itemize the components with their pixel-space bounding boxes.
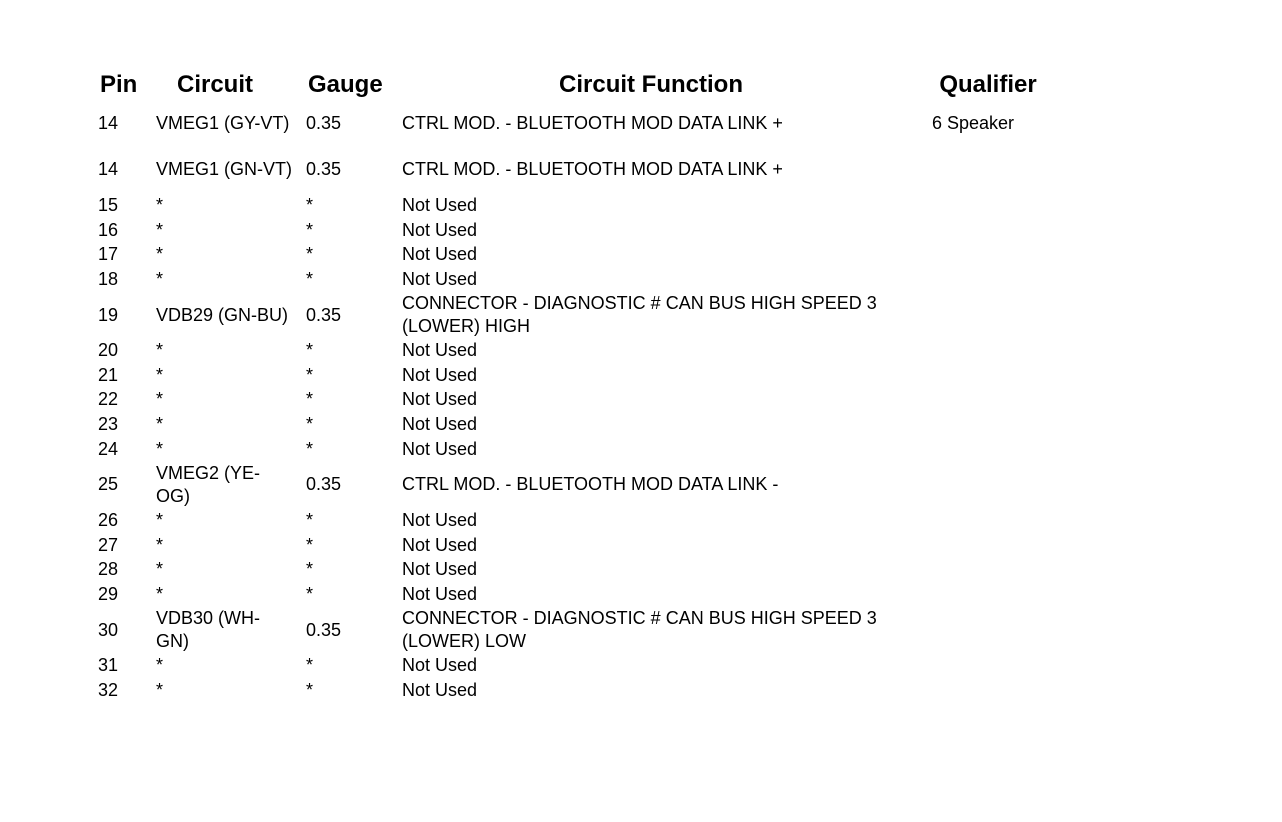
gauge-cell: *: [306, 510, 314, 531]
header-circuit-function: Circuit Function: [559, 71, 743, 98]
qualifier-cell: [926, 462, 1092, 509]
qualifier-cell: [926, 607, 1092, 654]
table-row: [92, 363, 1092, 388]
qualifier-cell: 6 Speaker: [932, 112, 1015, 133]
circuit-function-cell: CTRL MOD. - BLUETOOTH MOD DATA LINK +: [402, 112, 783, 133]
qualifier-cell: [926, 533, 1092, 558]
gauge-cell: *: [306, 268, 314, 289]
table-row: [92, 292, 1092, 339]
circuit-cell: *: [156, 268, 164, 289]
pin-cell: 30: [98, 619, 119, 640]
qualifier-cell: [926, 242, 1092, 267]
gauge-cell: *: [306, 244, 314, 265]
circuit-cell: *: [156, 389, 164, 410]
circuit-cell: *: [156, 559, 164, 580]
gauge-cell: *: [306, 194, 314, 215]
qualifier-cell: [926, 558, 1092, 583]
qualifier-cell: [926, 338, 1092, 363]
gauge-cell: 0.35: [306, 159, 342, 180]
qualifier-cell: [926, 193, 1092, 218]
pin-cell: 22: [98, 389, 119, 410]
table-row: [92, 678, 1092, 703]
gauge-cell: *: [306, 655, 314, 676]
table-row: [92, 242, 1092, 267]
circuit-cell: *: [156, 584, 164, 605]
pin-cell: 31: [98, 655, 119, 676]
circuit-cell: *: [156, 340, 164, 361]
pin-cell: 15: [98, 194, 119, 215]
gauge-cell: *: [306, 340, 314, 361]
qualifier-cell: [926, 388, 1092, 413]
qualifier-cell: [926, 412, 1092, 437]
table-row: [92, 412, 1092, 437]
table-body: [92, 100, 1092, 703]
header-gauge: Gauge: [308, 71, 383, 98]
pin-cell: 25: [98, 474, 119, 495]
qualifier-cell: [926, 508, 1092, 533]
circuit-function-cell: Not Used: [402, 244, 478, 265]
qualifier-cell: [926, 678, 1092, 703]
pin-cell: 14: [98, 112, 119, 133]
gauge-cell: *: [306, 534, 314, 555]
gauge-cell: *: [306, 679, 314, 700]
circuit-cell: VDB29 (GN-BU): [156, 304, 289, 325]
pin-cell: 16: [98, 219, 119, 240]
circuit-function-cell: Not Used: [402, 389, 478, 410]
gauge-cell: *: [306, 219, 314, 240]
circuit-function-cell: Not Used: [402, 340, 478, 361]
table-row: [92, 267, 1092, 292]
circuit-cell: *: [156, 510, 164, 531]
circuit-function-cell: Not Used: [402, 268, 478, 289]
gauge-cell: *: [306, 584, 314, 605]
pin-cell: 29: [98, 584, 119, 605]
gauge-cell: 0.35: [306, 304, 342, 325]
circuit-cell: *: [156, 534, 164, 555]
circuit-cell: *: [156, 414, 164, 435]
pin-cell: 14: [98, 159, 119, 180]
table-row: [92, 607, 1092, 654]
pin-cell: 28: [98, 559, 119, 580]
table-row: [92, 147, 1092, 194]
table-row: [92, 388, 1092, 413]
circuit-function-cell: Not Used: [402, 364, 478, 385]
pin-cell: 21: [98, 364, 119, 385]
pin-cell: 19: [98, 304, 119, 325]
qualifier-cell: [926, 218, 1092, 243]
circuit-function-cell: Not Used: [402, 584, 478, 605]
circuit-cell: *: [156, 219, 164, 240]
table-row: [92, 218, 1092, 243]
gauge-cell: 0.35: [306, 112, 342, 133]
header-qualifier: Qualifier: [939, 71, 1037, 98]
circuit-cell: VMEG2 (YE-OG): [156, 462, 261, 506]
circuit-function-cell: CONNECTOR - DIAGNOSTIC # CAN BUS HIGH SPEED 3 (LOWER) HIGH: [402, 293, 877, 336]
pin-cell: 26: [98, 510, 119, 531]
qualifier-cell: [926, 292, 1092, 339]
pin-cell: 17: [98, 244, 119, 265]
pin-cell: 32: [98, 679, 119, 700]
circuit-cell: VDB30 (WH-GN): [156, 608, 261, 652]
pin-cell: 23: [98, 414, 119, 435]
circuit-cell: *: [156, 679, 164, 700]
pin-cell: 20: [98, 340, 119, 361]
circuit-function-cell: Not Used: [402, 534, 478, 555]
qualifier-cell: [926, 653, 1092, 678]
pin-cell: 24: [98, 438, 119, 459]
circuit-function-cell: Not Used: [402, 510, 478, 531]
circuit-function-cell: Not Used: [402, 559, 478, 580]
table-row: [92, 508, 1092, 533]
qualifier-cell: [926, 147, 1092, 194]
table-row: [92, 193, 1092, 218]
table-header: [92, 70, 1092, 100]
table-row: [92, 462, 1092, 509]
circuit-cell: VMEG1 (GY-VT): [156, 112, 290, 133]
circuit-function-cell: CTRL MOD. - BLUETOOTH MOD DATA LINK -: [402, 474, 779, 495]
circuit-cell: *: [156, 438, 164, 459]
gauge-cell: 0.35: [306, 619, 342, 640]
table-row: [92, 533, 1092, 558]
circuit-function-cell: CTRL MOD. - BLUETOOTH MOD DATA LINK +: [402, 159, 783, 180]
circuit-cell: *: [156, 655, 164, 676]
circuit-cell: *: [156, 364, 164, 385]
table-row: [92, 100, 1092, 147]
pin-cell: 18: [98, 268, 119, 289]
circuit-cell: *: [156, 194, 164, 215]
table-row: [92, 338, 1092, 363]
circuit-cell: *: [156, 244, 164, 265]
table-row: [92, 437, 1092, 462]
gauge-cell: 0.35: [306, 474, 342, 495]
circuit-function-cell: Not Used: [402, 679, 478, 700]
circuit-function-cell: CONNECTOR - DIAGNOSTIC # CAN BUS HIGH SPEED 3 (LOWER) LOW: [402, 608, 877, 652]
gauge-cell: *: [306, 438, 314, 459]
gauge-cell: *: [306, 364, 314, 385]
header-pin: Pin: [100, 71, 138, 98]
qualifier-cell: [926, 267, 1092, 292]
circuit-function-cell: Not Used: [402, 414, 478, 435]
pinout-table: [92, 70, 1092, 703]
table-row: [92, 558, 1092, 583]
circuit-function-cell: Not Used: [402, 438, 478, 459]
gauge-cell: *: [306, 414, 314, 435]
header-row: [92, 70, 1092, 100]
header-circuit: Circuit: [176, 71, 253, 98]
circuit-function-cell: Not Used: [402, 655, 478, 676]
qualifier-cell: [926, 363, 1092, 388]
gauge-cell: *: [306, 389, 314, 410]
pin-cell: 27: [98, 534, 119, 555]
qualifier-cell: [926, 437, 1092, 462]
circuit-function-cell: Not Used: [402, 219, 478, 240]
table-row: [92, 582, 1092, 607]
qualifier-cell: [926, 582, 1092, 607]
circuit-function-cell: Not Used: [402, 194, 478, 215]
gauge-cell: *: [306, 559, 314, 580]
table-row: [92, 653, 1092, 678]
circuit-cell: VMEG1 (GN-VT): [156, 159, 293, 180]
